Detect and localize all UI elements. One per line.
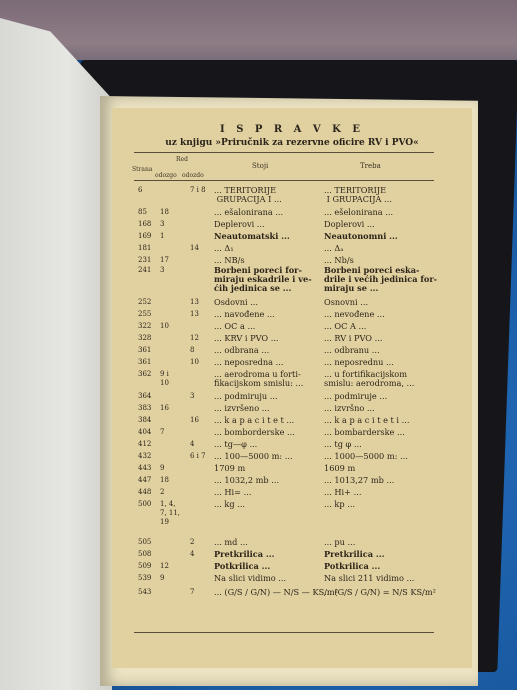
header-odozdo: odozdo (182, 172, 204, 179)
row-stoji: ... bomborderske ... (214, 427, 295, 437)
row-treba: ... 1013,27 mb ... (324, 475, 395, 485)
row-stoji: ... navođene ... (214, 309, 275, 319)
row-stoji: ... NB/s (214, 255, 245, 265)
header-rule-bottom (134, 180, 434, 181)
row-strana: 500 (138, 500, 152, 508)
row-treba: ... izvršno ... (324, 403, 375, 413)
row-odozdo: 6 i 7 (190, 452, 206, 460)
row-odozgo: 17 (160, 256, 169, 264)
row-strana: 328 (138, 334, 152, 342)
row-treba: Neautonomni ... (324, 231, 398, 241)
row-treba: ... tg φ ... (324, 439, 362, 449)
row-treba: ... podmiruje ... (324, 391, 388, 401)
row-odozdo: 4 (190, 550, 195, 558)
row-treba: ... nevođene ... (324, 309, 385, 319)
left-page (0, 18, 112, 690)
row-odozgo: 3 (160, 266, 165, 274)
row-treba: ... 1000—5000 m: ... (324, 451, 408, 461)
row-strana: 443 (138, 464, 152, 472)
row-stoji: Na slici vidimo ... (214, 573, 287, 583)
errata-subtitle: uz knjigu »Priručnik za rezervne oficire RV i PVO« (165, 138, 419, 148)
row-stoji: Pretkrilica ... (214, 549, 275, 559)
row-strana: 255 (138, 310, 152, 318)
row-odozgo: 12 (160, 562, 169, 570)
row-odozdo: 12 (190, 334, 199, 342)
row-treba: Doplerovi ... (324, 219, 375, 229)
row-odozgo: 18 (160, 208, 169, 216)
row-stoji: ... Δ₁ (214, 243, 234, 253)
row-strana: 85 (138, 208, 147, 216)
row-odozdo: 4 (190, 440, 195, 448)
row-stoji: ... TERITORIJE GRUPACIJA I ... (214, 185, 282, 204)
row-treba: ... odbranu ... (324, 345, 380, 355)
header-stoji: Stoji (252, 162, 269, 170)
row-stoji: 1709 m (214, 463, 246, 473)
row-treba: Potkrilica ... (324, 561, 381, 571)
row-strana: 509 (138, 562, 152, 570)
row-strana: 169 (138, 232, 152, 240)
row-stoji: ... kg ... (214, 499, 246, 509)
row-odozdo: 14 (190, 244, 199, 252)
row-treba: ... ešelonirana ... (324, 207, 394, 217)
row-strana: 361 (138, 358, 152, 366)
row-odozgo: 18 (160, 476, 169, 484)
row-stoji: ... neposredna ... (214, 357, 284, 367)
row-strana: 364 (138, 392, 152, 400)
row-strana: 384 (138, 416, 152, 424)
header-strana: Strana (132, 166, 153, 173)
row-stoji: Deplerovi ... (214, 219, 265, 229)
row-treba: ... RV i PVO ... (324, 333, 383, 343)
row-stoji: ... odbrana ... (214, 345, 270, 355)
row-treba: 1609 m (324, 463, 356, 473)
row-odozdo: 13 (190, 310, 199, 318)
row-odozgo: 9 (160, 574, 165, 582)
row-treba: ... TERITORIJE I GRUPACIJA ... (324, 185, 392, 204)
row-odozdo: 2 (190, 538, 195, 546)
row-treba: ... pu ... (324, 537, 356, 547)
header-treba: Treba (360, 162, 381, 170)
row-odozdo: 7 (190, 588, 195, 596)
row-stoji: ... tg—φ ... (214, 439, 258, 449)
row-treba: ... u fortifikacijskom smislu: aerodroma, ... (324, 369, 415, 388)
row-treba: ... k a p a c i t e t i ... (324, 415, 410, 425)
row-odozdo: 8 (190, 346, 195, 354)
row-strana: 539 (138, 574, 152, 582)
row-stoji: ... (G/S / G/N) — N/S — KS/m² (214, 587, 338, 597)
row-odozgo: 16 (160, 404, 169, 412)
row-stoji: ... OC a ... (214, 321, 256, 331)
row-strana: 448 (138, 488, 152, 496)
row-stoji: ... ešalonirana ... (214, 207, 284, 217)
row-strana: 508 (138, 550, 152, 558)
row-strana: 181 (138, 244, 152, 252)
row-strana: 168 (138, 220, 152, 228)
row-strana: 447 (138, 476, 152, 484)
header-odozgo: odozgo (155, 172, 177, 179)
row-stoji: Borbeni poreci for- miraju eskadrile i ve- ćih jedinica se ... (214, 265, 312, 293)
row-treba: ... bombarderske ... (324, 427, 405, 437)
row-odozdo: 3 (190, 392, 195, 400)
row-strana: 231 (138, 256, 152, 264)
errata-sheet (112, 108, 472, 668)
row-odozdo: 7 i 8 (190, 186, 206, 194)
row-stoji: ... md ... (214, 537, 248, 547)
row-treba: ... OC A ... (324, 321, 367, 331)
row-strana: 241 (138, 266, 152, 274)
row-strana: 404 (138, 428, 152, 436)
row-treba: ... (G/S / G/N) = N/S KS/m² (324, 587, 436, 597)
row-strana: 322 (138, 322, 152, 330)
row-strana: 252 (138, 298, 152, 306)
row-stoji: ... izvršeno ... (214, 403, 270, 413)
row-odozgo: 2 (160, 488, 165, 496)
row-treba: ... Hi+ ... (324, 487, 362, 497)
row-strana: 6 (138, 186, 143, 194)
row-strana: 505 (138, 538, 152, 546)
row-odozgo: 7 (160, 428, 165, 436)
row-strana: 362 (138, 370, 152, 378)
row-strana: 432 (138, 452, 152, 460)
row-odozdo: 13 (190, 298, 199, 306)
row-odozdo: 16 (190, 416, 199, 424)
errata-title: I S P R A V K E (220, 124, 364, 135)
row-odozgo: 9 (160, 464, 165, 472)
row-strana: 412 (138, 440, 152, 448)
row-odozdo: 10 (190, 358, 199, 366)
row-stoji: Neautomatski ... (214, 231, 290, 241)
row-treba: Borbeni poreci eska- drile i većih jedinica for- miraju se ... (324, 265, 438, 293)
header-rule-top (134, 152, 434, 153)
row-stoji: ... KRV i PVO ... (214, 333, 279, 343)
row-treba: ... Nb/s (324, 255, 354, 265)
table-rule-bottom (134, 632, 434, 633)
row-treba: Osnovni ... (324, 297, 369, 307)
row-odozgo: 9 i 10 (160, 370, 169, 387)
row-treba: ... neposrednu ... (324, 357, 394, 367)
row-stoji: ... podmiruju ... (214, 391, 278, 401)
row-stoji: Potkrilica ... (214, 561, 271, 571)
row-strana: 383 (138, 404, 152, 412)
row-stoji: ... k a p a c i t e t ... (214, 415, 295, 425)
row-treba: ... kp ... (324, 499, 356, 509)
row-strana: 543 (138, 588, 152, 596)
row-odozgo: 1 (160, 232, 165, 240)
row-treba: ... Δₐ (324, 243, 344, 253)
row-stoji: ... aerodroma u forti- fikacijskom smislu: ... (214, 369, 304, 388)
row-stoji: Osdovni ... (214, 297, 259, 307)
row-strana: 361 (138, 346, 152, 354)
row-odozgo: 3 (160, 220, 165, 228)
row-stoji: ... Hi= ... (214, 487, 252, 497)
row-treba: Pretkrilica ... (324, 549, 385, 559)
row-odozgo: 1, 4, 7, 11, 19 (160, 500, 181, 526)
row-treba: Na slici 211 vidimo ... (324, 573, 415, 583)
row-stoji: ... 1032,2 mb ... (214, 475, 280, 485)
header-red: Red (176, 156, 188, 163)
row-odozgo: 10 (160, 322, 169, 330)
row-stoji: ... 100—5000 m: ... (214, 451, 293, 461)
